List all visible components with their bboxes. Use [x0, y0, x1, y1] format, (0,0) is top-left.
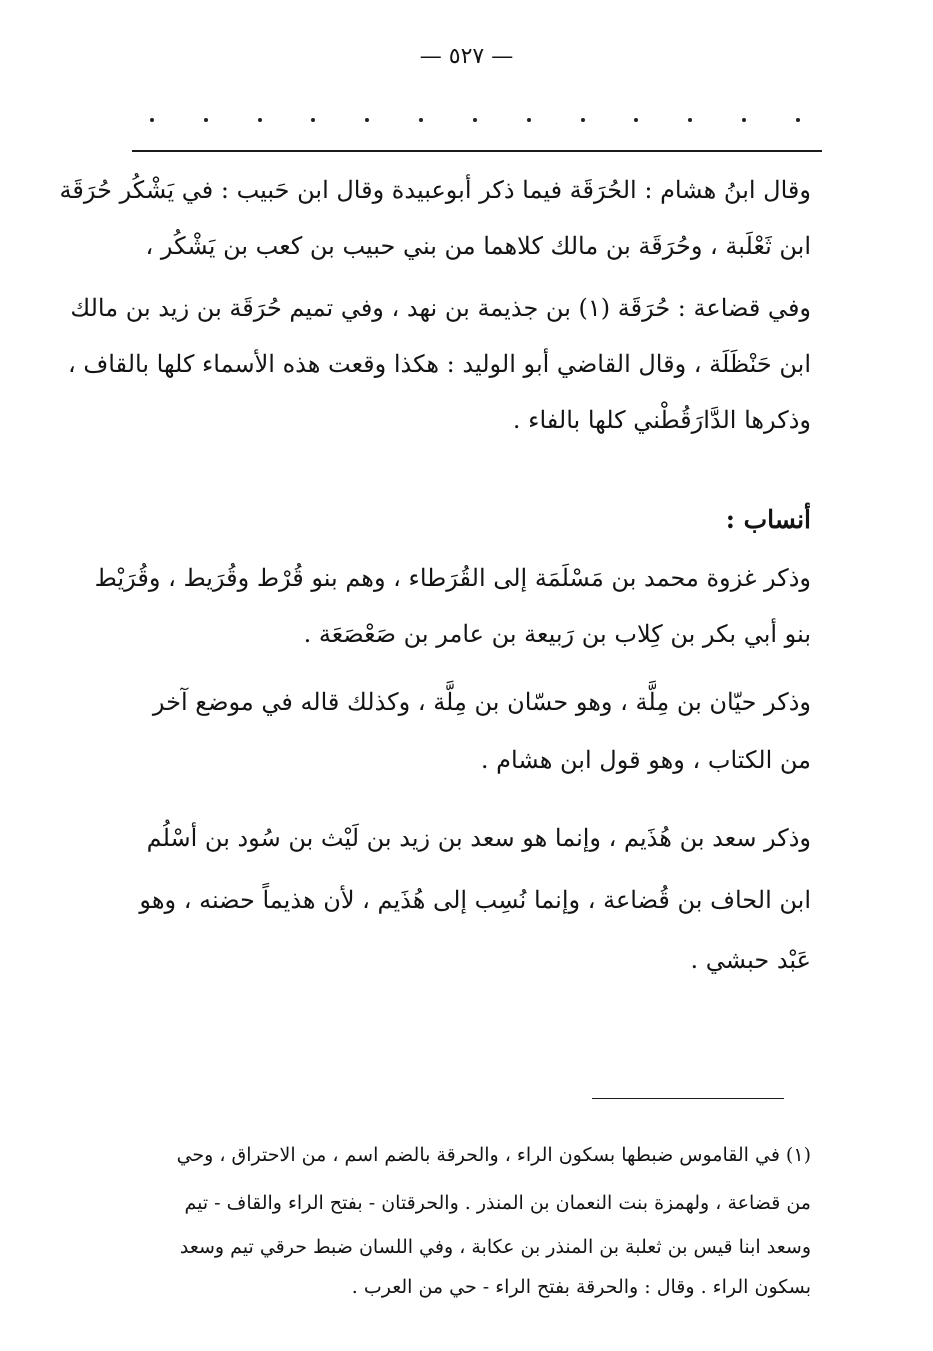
footnote-rule — [592, 1098, 784, 1099]
header-rule — [132, 150, 822, 152]
text-line: ابن الحاف بن قُضاعة ، وإنما نُسِب إلى هُذَيم ، لأن هذيماً حضنه ، وهو — [139, 886, 811, 914]
text-line: ابن حَنْظَلَة ، وقال القاضي أبو الوليد : هكذا وقعت هذه الأسماء كلها بالقاف ، — [67, 350, 811, 378]
footnote-line: وسعد ابنا قيس بن ثعلبة بن المنذر بن عكابة ، وفي اللسان ضبط حرقي تيم وسعد — [179, 1236, 811, 1258]
text-line: وقال ابنُ هشام : الحُرَقَة فيما ذكر أبوعبيدة وقال ابن حَبيب : في يَشْكُر حُرَقَة — [59, 176, 811, 204]
page-number: — ٥٢٧ — — [419, 44, 514, 69]
footnote-line: (١) في القاموس ضبطها بسكون الراء ، والحرقة بالضم اسم ، من الاحتراق ، وحي — [176, 1144, 811, 1166]
text-line: عَبْد حبشي . — [690, 946, 811, 974]
section-heading: أنساب : — [725, 505, 811, 534]
text-line: بنو أبي بكر بن كِلاب بن رَبيعة بن عامر بن صَعْصَعَة . — [303, 620, 811, 648]
footnote-line: من قضاعة ، ولهمزة بنت النعمان بن المنذر . والحرقتان - بفتح الراء والقاف - تيم — [184, 1192, 811, 1214]
text-line: وذكر حيّان بن مِلَّة ، وهو حسّان بن مِلَّة ، وكذلك قاله في موضع آخر — [152, 688, 811, 716]
footnote-line: بسكون الراء . وقال : والحرقة بفتح الراء - حي من العرب . — [351, 1276, 811, 1298]
text-line: وفي قضاعة : حُرَقَة (١) بن جذيمة بن نهد ، وفي تميم حُرَقَة بن زيد بن مالك — [70, 294, 811, 322]
text-line: من الكتاب ، وهو قول ابن هشام . — [480, 746, 811, 774]
text-line: وذكر سعد بن هُذَيم ، وإنما هو سعد بن زيد بن لَيْث بن سُود بن أسْلُم — [146, 824, 811, 852]
header-dot-leader — [150, 118, 800, 122]
text-line: ابن ثَعْلَبة ، وحُرَقَة بن مالك كلاهما من بني حبيب بن كعب بن يَشْكُر ، — [145, 232, 811, 260]
text-line: وذكر غزوة محمد بن مَسْلَمَة إلى القُرَطاء ، وهم بنو قُرْط وقُرَيط ، وقُرَيْط — [94, 564, 811, 592]
text-line: وذكرها الدَّارَقُطْني كلها بالفاء . — [512, 406, 811, 434]
